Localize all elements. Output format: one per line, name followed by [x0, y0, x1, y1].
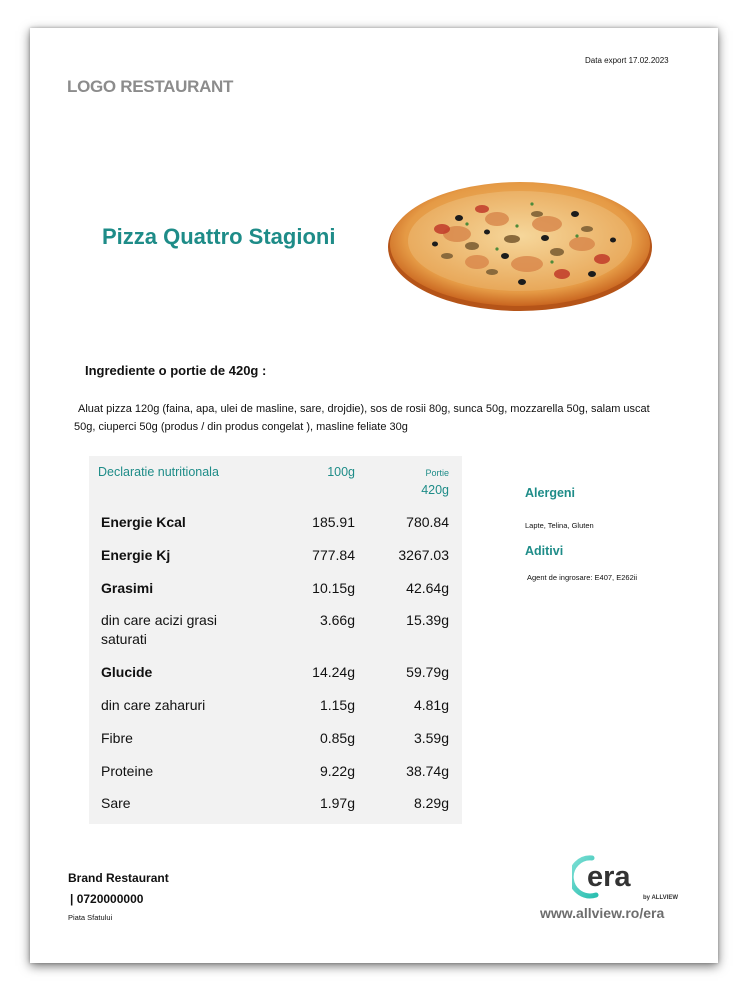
- nutrient-portion: 780.84: [406, 514, 449, 530]
- nutrient-per100: 0.85g: [319, 730, 355, 746]
- allergens-text: Lapte, Telina, Gluten: [525, 521, 594, 530]
- nutrient-per100: 9.22g: [319, 763, 355, 779]
- export-date: Data export 17.02.2023: [585, 56, 669, 65]
- pizza-image: [387, 174, 653, 314]
- nutrient-per100: 777.84: [312, 547, 355, 563]
- nutrient-portion: 42.64g: [406, 580, 449, 596]
- product-title: Pizza Quattro Stagioni: [102, 224, 336, 249]
- address: Piata Sfatului: [68, 913, 113, 922]
- additives-text: Agent de ingrosare: E407, E262ii: [527, 573, 638, 582]
- nutrient-portion: 8.29g: [413, 795, 449, 811]
- brand-name: Brand Restaurant: [68, 871, 169, 885]
- restaurant-logo: LOGO RESTAURANT: [67, 77, 234, 96]
- ingredients-title: Ingrediente o portie de 420g :: [85, 363, 267, 378]
- nutrient-portion: 4.81g: [413, 697, 449, 713]
- ingredients-text: Aluat pizza 120g (faina, apa, ulei de masline, sare, drojdie), sos de rosii 80g, sunca 50g, mozzarella 50g, salam uscat 50g, ciuperci 50g (produs / din produs congelat ), masline feliate 30g: [74, 403, 650, 433]
- nutrient-per100: 10.15g: [312, 580, 355, 596]
- nutrient-name: din care acizi grasi saturati: [101, 612, 217, 647]
- nutrient-per100: 185.91: [312, 514, 355, 530]
- nutrition-header-portie: Portie: [425, 468, 449, 478]
- nutrition-table: [89, 456, 462, 824]
- allergens-title: Alergeni: [525, 486, 576, 500]
- era-logo-text: era: [587, 861, 631, 893]
- nutrient-name: Proteine: [101, 763, 154, 779]
- phone-number: | 0720000000: [70, 892, 144, 906]
- nutrient-name: Energie Kj: [101, 547, 171, 563]
- era-url[interactable]: www.allview.ro/era: [540, 905, 665, 921]
- document-page: [30, 28, 718, 963]
- nutrient-name: Fibre: [101, 730, 133, 746]
- nutrient-portion: 38.74g: [406, 763, 449, 779]
- additives-title: Aditivi: [525, 544, 564, 558]
- nutrient-per100: 3.66g: [319, 612, 355, 628]
- nutrient-name: Sare: [101, 795, 131, 811]
- era-logo: [572, 854, 680, 902]
- nutrient-portion: 15.39g: [406, 612, 449, 628]
- nutrient-per100: 1.97g: [319, 795, 355, 811]
- nutrient-per100: 1.15g: [319, 697, 355, 713]
- nutrition-header-portie-weight: 420g: [421, 483, 449, 497]
- nutrient-name: Glucide: [101, 664, 153, 680]
- nutrient-portion: 59.79g: [406, 664, 449, 680]
- era-by-text: by ALLVIEW: [643, 895, 678, 901]
- nutrient-name: din care zaharuri: [101, 697, 206, 713]
- nutrient-name: Energie Kcal: [101, 514, 186, 530]
- nutrition-header-label: Declaratie nutritionala: [98, 465, 219, 479]
- nutrient-portion: 3267.03: [398, 547, 449, 563]
- nutrient-per100: 14.24g: [312, 664, 355, 680]
- nutrient-name: Grasimi: [101, 580, 154, 596]
- nutrition-header-100g: 100g: [327, 465, 355, 479]
- nutrient-portion: 3.59g: [413, 730, 449, 746]
